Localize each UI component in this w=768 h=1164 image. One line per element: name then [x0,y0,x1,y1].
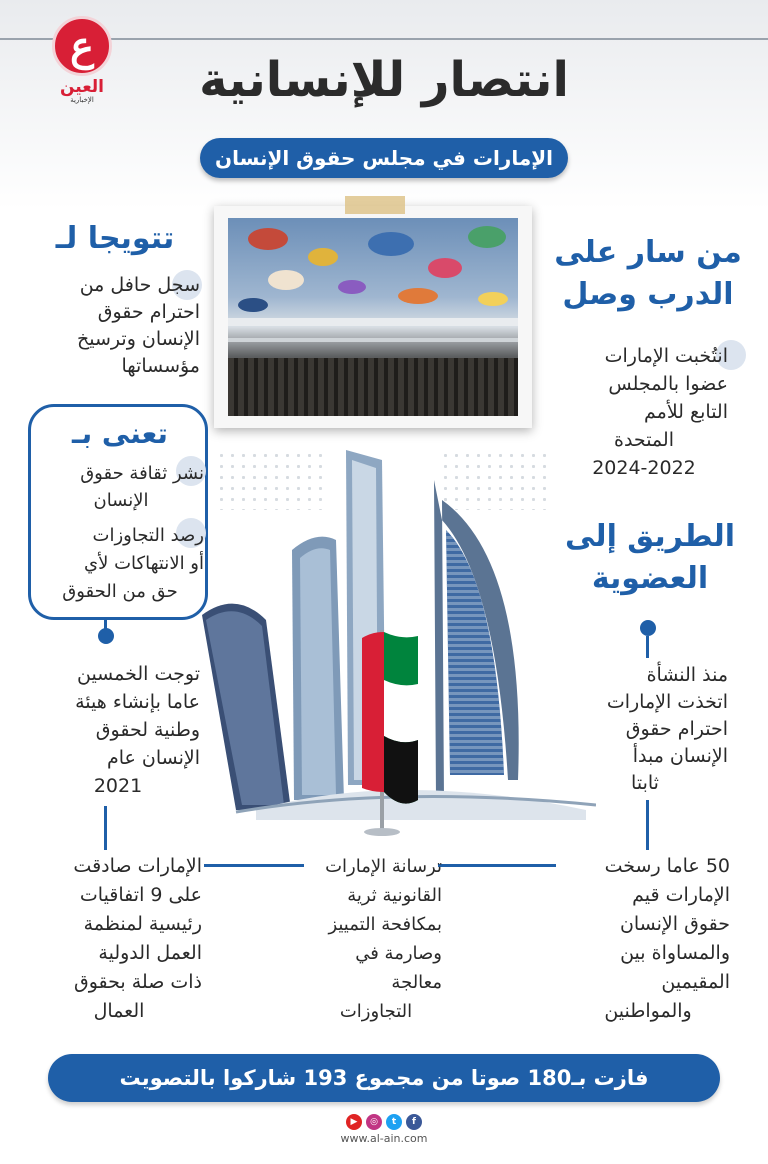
text-line: 2024-2022 [592,457,696,479]
twitter-icon[interactable]: t [386,1114,402,1130]
text-line: والمواطنين [604,1000,692,1022]
text-line: الإمارات قيم [632,884,730,906]
text-line: توجت الخمسين [76,663,200,685]
text-line: مؤسساتها [121,355,200,377]
left-mid-text [36,660,200,800]
text-line: التجاوزات [339,1001,413,1022]
text-line: احترام حقوق [97,301,200,323]
left-top-text [30,272,200,380]
text-line: أو الانتهاكات لأي [84,553,204,574]
timeline-connector [104,620,107,630]
timeline-dot [98,628,114,644]
text-line: القانونية ثرية [347,885,442,906]
tana-item1 [38,460,204,514]
timeline-connector [204,864,304,867]
right-top-heading [548,232,748,316]
text-line: منذ النشأة [646,664,728,686]
text-line: انتُخبت الإمارات [604,345,728,367]
text-line: الإنسان وترسيخ [77,328,200,350]
text-line: والمساواة بين [620,942,730,964]
text-line: الإنسان عام [106,747,200,769]
burj-al-arab [434,480,519,800]
text-line: 2021 [93,775,143,797]
text-line: على 9 اتفاقيات [79,884,202,906]
brand-name: العين [59,77,105,97]
text-line: عضوا بالمجلس [608,373,728,395]
page-title: انتصار للإنسانية [199,52,569,108]
text-line: بمكافحة التمييز [328,914,442,935]
instagram-icon[interactable]: ◎ [366,1114,382,1130]
photo-tape [345,196,405,214]
text-line: 50 عاما رسخت [604,855,730,877]
text-line: ذات صلة بحقوق [73,971,202,993]
right-mid-heading-line1: الطريق إلى [564,519,736,554]
text-line: حق من الحقوق [62,581,178,602]
social-icons [344,1114,424,1130]
text-line: نشر ثقافة حقوق [80,463,204,484]
text-line: وصارمة في [355,943,442,964]
bottom-left-text [36,852,202,1026]
text-line: عاما بإنشاء هيئة [75,691,200,713]
text-line: معالجة [391,972,442,993]
text-line: حقوق الإنسان [619,913,730,935]
header-rule [0,38,768,40]
text-line: رصد التجاوزات [92,525,204,546]
text-line: المتحدة [614,429,674,451]
text-line: العمال [93,1000,145,1022]
text-line: رئيسية لمنظمة [83,913,202,935]
text-line: ثابتا [631,772,659,794]
text-line: الإنسان [93,490,149,511]
text-line: اتخذت الإمارات [606,691,728,713]
page-subtitle: الإمارات في مجلس حقوق الإنسان [200,138,568,178]
text-line: وطنية لحقوق [95,719,200,741]
result-banner: فازت بـ180 صوتا من مجموع 193 شاركوا بالتصويت [48,1054,720,1102]
text-line: المقيمين [661,971,730,993]
website-link[interactable]: www.al-ain.com [340,1132,428,1145]
council-hall-photo [228,218,518,416]
bottom-right-text [566,852,730,1026]
timeline-connector [438,864,556,867]
tana-item2 [36,522,204,606]
text-line: العمل الدولية [98,942,202,964]
right-top-heading-line1: من سار على [554,235,742,270]
timeline-dot [640,620,656,636]
brand-logo-icon: ع [52,16,112,76]
facebook-icon[interactable]: f [406,1114,422,1130]
bottom-center-text [310,852,442,1026]
text-line: ترسانة الإمارات [325,856,442,877]
text-line: سجل حافل من [79,274,200,296]
capital-gate-tower [202,604,291,810]
tana-heading: تعنى بـ [72,417,168,450]
left-tower [292,537,344,800]
timeline-connector [104,806,107,850]
skyline-illustration [196,440,596,840]
text-line: الإمارات صادقت [73,855,202,877]
youtube-icon[interactable]: ▶ [346,1114,362,1130]
left-top-heading: تتويجا لـ [55,221,175,256]
text-line: التابع للأمم [644,401,728,423]
timeline-connector [646,636,649,658]
right-top-heading-line2: الدرب وصل [562,277,734,312]
right-mid-heading-line2: العضوية [591,561,709,596]
text-line: احترام حقوق [625,718,728,740]
text-line: الإنسان مبدأ [632,745,728,767]
brand-subname: الإخبارية [70,96,94,104]
timeline-connector [646,800,649,850]
